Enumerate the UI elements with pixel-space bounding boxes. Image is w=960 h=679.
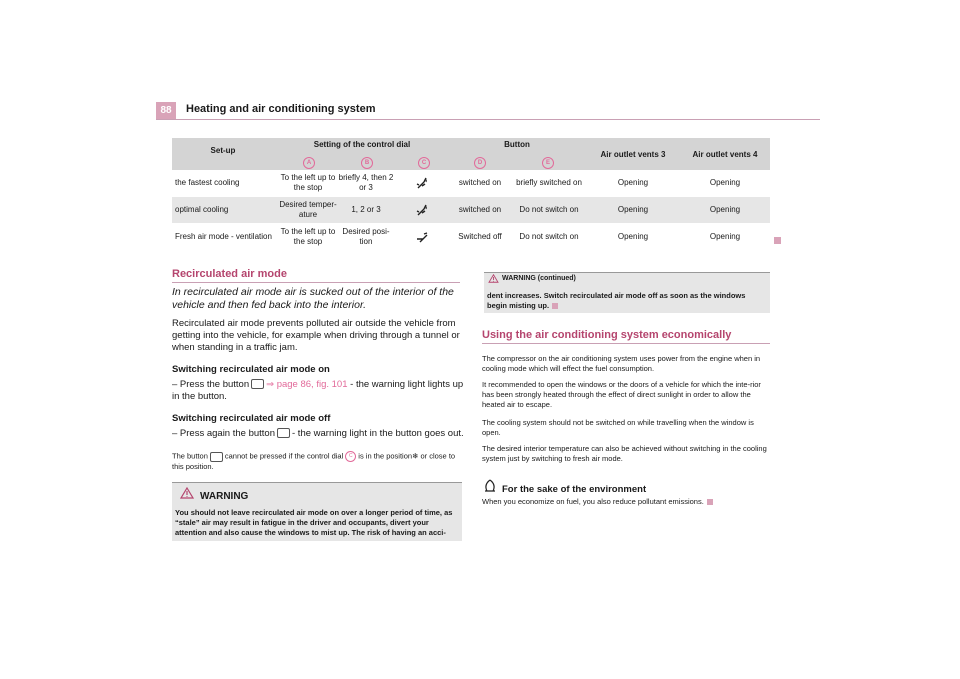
col-button: Button xyxy=(504,140,530,149)
table-row xyxy=(172,197,770,223)
cell-e: briefly switched on xyxy=(516,178,582,187)
step-off: – Press again the button - the warning light in the button goes out. xyxy=(172,428,464,439)
badge-c: C xyxy=(418,157,430,169)
cell-b: Desired posi-tion xyxy=(342,227,390,246)
cell-setup: the fastest cooling xyxy=(175,178,240,187)
col-setup: Set-up xyxy=(210,146,236,155)
recirculation-button-icon xyxy=(251,379,264,389)
cell-b: briefly 4, then 2 or 3 xyxy=(338,173,394,192)
warning-continued-title: WARNING (continued) xyxy=(502,275,576,282)
header-rule xyxy=(156,119,820,120)
section-heading-recirculated: Recirculated air mode xyxy=(172,268,287,280)
col-vent3: Air outlet vents 3 xyxy=(600,150,666,159)
badge-c: C xyxy=(345,451,356,462)
recirculation-button-icon xyxy=(210,452,223,462)
page-link[interactable]: ⇒ page 86, fig. 101 xyxy=(266,379,348,390)
cell-v4: Opening xyxy=(709,178,741,187)
warning-title: WARNING xyxy=(200,491,249,502)
paragraph: Recirculated air mode prevents polluted air outside the vehicle from getting into the vehicle, for example when driving through a tunnel or when standing in a traffic jam. xyxy=(172,318,460,353)
cell-a: Desired temper-ature xyxy=(279,200,337,219)
warning-triangle-icon xyxy=(180,487,194,499)
defrost-fan-icon xyxy=(415,176,429,190)
cell-v3: Opening xyxy=(617,178,649,187)
intro-text: In recirculated air mode air is sucked out of the interior of the vehicle and then fed back into the interior. xyxy=(172,286,454,311)
environment-text: When you economize on fuel, you also reduce pollutant emissions. xyxy=(482,497,774,507)
environment-title: For the sake of the environment xyxy=(502,484,647,495)
cell-a: To the left up to the stop xyxy=(280,173,336,192)
paragraph: The desired interior temperature can also be achieved without switching in the cooling system just by switching to fresh air mode. xyxy=(482,444,767,463)
end-marker xyxy=(707,499,713,505)
page-number: 88 xyxy=(156,102,176,119)
subheading-off: Switching recirculated air mode off xyxy=(172,413,331,424)
table-row xyxy=(172,224,770,250)
col-vent4: Air outlet vents 4 xyxy=(692,150,758,159)
cell-c xyxy=(396,224,448,250)
badge-b: B xyxy=(361,157,373,169)
defrost-fan-icon xyxy=(415,203,429,217)
vent-fan-icon xyxy=(415,230,429,244)
cell-v3: Opening xyxy=(617,232,649,241)
warning-text: You should not leave recirculated air mode on over a longer period of time, as “stale” air may result in fatigue in the driver and occupants, divert your attention and also cause the windows to mist up. The risk of having an acci- xyxy=(175,508,453,537)
heading-rule xyxy=(172,282,460,283)
table-row xyxy=(172,170,770,196)
badge-a: A xyxy=(303,157,315,169)
cell-c xyxy=(396,197,448,223)
table-header xyxy=(172,138,770,170)
end-marker xyxy=(552,303,558,309)
cell-d: Switched off xyxy=(458,232,502,241)
defrost-position-icon: ❄ xyxy=(412,451,419,461)
section-heading-economy: Using the air conditioning system economically xyxy=(482,329,732,341)
heading-rule xyxy=(482,343,770,344)
environment-icon xyxy=(482,478,498,494)
warning-triangle-icon xyxy=(488,274,499,283)
warning-continued-text: dent increases. Switch recirculated air mode off as soon as the windows begin misting up. xyxy=(487,291,746,310)
subheading-on: Switching recirculated air mode on xyxy=(172,364,330,375)
badge-d: D xyxy=(474,157,486,169)
cell-v3: Opening xyxy=(617,205,649,214)
badge-e: E xyxy=(542,157,554,169)
cell-e: Do not switch on xyxy=(519,232,579,241)
cell-v4: Opening xyxy=(709,205,741,214)
paragraph: The cooling system should not be switched on while travelling when the window is open. xyxy=(482,418,754,437)
paragraph: The compressor on the air conditioning system uses power from the engine when in cooling mode which will effect the fuel consumption. xyxy=(482,354,761,373)
cell-setup: optimal cooling xyxy=(175,205,229,214)
cell-e: Do not switch on xyxy=(519,205,579,214)
cell-a: To the left up to the stop xyxy=(280,227,336,246)
paragraph: It recommended to open the windows or the doors of a vehicle for which the inte-rior has been strongly heated through the effect of direct sunlight in order to allow the heated air to escape. xyxy=(482,380,761,409)
col-dial: Setting of the control dial xyxy=(313,140,411,149)
cell-d: switched on xyxy=(458,205,502,214)
step-on: – Press the button ⇒ page 86, fig. 101 - the warning light lights up in the button. xyxy=(172,379,464,402)
note: The button cannot be pressed if the control dial C is in the position❄ or close to this position. xyxy=(172,451,456,471)
cell-v4: Opening xyxy=(709,232,741,241)
cell-d: switched on xyxy=(458,178,502,187)
cell-setup: Fresh air mode - ventilation xyxy=(175,232,272,241)
cell-b: 1, 2 or 3 xyxy=(351,205,381,214)
cell-c xyxy=(396,170,448,196)
running-header: Heating and air conditioning system xyxy=(186,103,376,115)
recirculation-button-icon xyxy=(277,428,290,438)
section-marker xyxy=(774,237,781,244)
